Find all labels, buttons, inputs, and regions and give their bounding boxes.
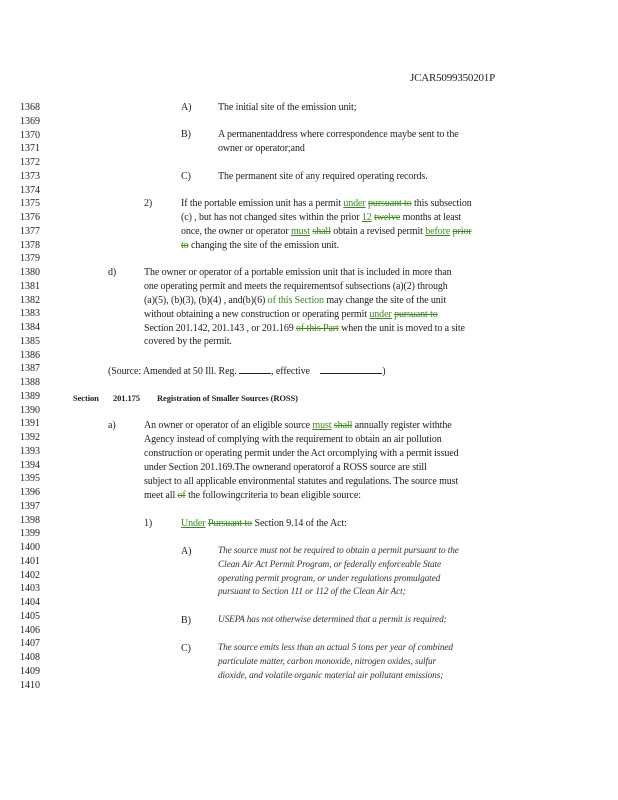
- item-label: a): [108, 420, 116, 431]
- line-number: 1402: [20, 569, 40, 581]
- text-line: to changing the site of the emission unit.: [181, 240, 340, 251]
- line-number: 1371: [20, 143, 40, 155]
- line-number: 1391: [20, 418, 40, 430]
- text-line: The initial site of the emission unit;: [218, 102, 357, 113]
- text-line: pursuant to Section 111 or 112 of the Clean Air Act;: [218, 587, 406, 597]
- document-id: JCAR5099350201P: [410, 72, 496, 84]
- text-line: The source must not be required to obtain a permit pursuant to the: [218, 546, 459, 556]
- line-number: 1377: [20, 225, 40, 237]
- text-line: (c) , but has not changed sites within the prior 12 twelve months at least: [181, 212, 462, 223]
- text-line: operating permit program, or under regulations promulgated: [218, 574, 441, 584]
- line-number: 1370: [20, 129, 40, 141]
- line-number: 1379: [20, 253, 40, 265]
- section-title: Registration of Smaller Sources (ROSS): [157, 393, 298, 403]
- text-line: A permanentaddress where correspondence maybe sent to the: [218, 129, 459, 140]
- line-number: 1372: [20, 157, 40, 168]
- text-line: (a)(5), (b)(3), (b)(4) , and(b)(6) of this Section may change the site of the unit: [144, 295, 446, 306]
- text-line: meet all of the followingcriteria to bean eligible source:: [144, 490, 361, 501]
- text-line: particulate matter, carbon monoxide, nitrogen oxides, sulfur: [218, 657, 437, 667]
- line-number: 1403: [20, 583, 40, 595]
- line-number: 1396: [20, 487, 40, 498]
- text-line: once, the owner or operator must shall obtain a revised permit before prior: [181, 226, 472, 237]
- line-number: 1401: [20, 555, 40, 567]
- text-line: Agency instead of complying with the requirement to obtain an air pollution: [144, 434, 442, 445]
- line-number: 1400: [20, 542, 40, 553]
- line-number: 1383: [20, 308, 40, 320]
- line-number: 1405: [20, 610, 40, 622]
- line-number: 1374: [20, 184, 40, 196]
- item-label: A): [181, 102, 192, 113]
- line-number: 1380: [20, 267, 40, 278]
- line-number: 1392: [20, 432, 40, 443]
- line-number: 1375: [20, 198, 40, 210]
- line-number: 1378: [20, 239, 40, 251]
- source-note: (Source: Amended at 50 Ill. Reg. , effective ): [108, 366, 386, 377]
- line-number: 1376: [20, 212, 40, 223]
- line-number: 1390: [20, 404, 40, 416]
- line-number: 1373: [20, 170, 40, 182]
- text-line: If the portable emission unit has a permit under pursuant to this subsection: [181, 198, 472, 209]
- line-number: 1369: [20, 115, 40, 127]
- text-line: covered by the permit.: [144, 336, 232, 347]
- line-number: 1408: [20, 652, 40, 663]
- line-number: 1397: [20, 500, 40, 512]
- text-line: Under Pursuant to Section 9.14 of the Act:: [181, 518, 347, 529]
- line-number: 1381: [20, 280, 40, 292]
- text-line: subject to all applicable environmental statutes and regulations. The source must: [144, 476, 459, 487]
- text-line: USEPA has not otherwise determined that a permit is required;: [218, 615, 447, 625]
- text-line: The source emits less than an actual 5 tons per year of combined: [218, 643, 453, 653]
- item-label: B): [181, 615, 191, 626]
- item-label: C): [181, 643, 191, 654]
- line-number: 1406: [20, 624, 40, 636]
- line-number: 1385: [20, 335, 40, 347]
- line-number: 1386: [20, 349, 40, 361]
- line-number: 1387: [20, 363, 40, 375]
- item-label: 1): [144, 518, 153, 529]
- line-number: 1410: [20, 679, 40, 691]
- text-line: dioxide, and volatile organic material air pollutant emissions;: [218, 671, 444, 681]
- text-line: Clean Air Act Permit Program, or federally enforceable State: [218, 560, 442, 570]
- line-number: 1394: [20, 459, 40, 471]
- text-line: Section 201.142, 201.143 , or 201.169 of this Part when the unit is moved to a site: [144, 323, 465, 334]
- text-line: An owner or operator of an eligible source must shall annually register withthe: [144, 420, 452, 431]
- text-line: under Section 201.169.The ownerand operatorof a ROSS source are still: [144, 462, 427, 473]
- line-number: 1389: [20, 390, 40, 402]
- line-number: 1382: [20, 294, 40, 306]
- section-number: 201.175: [113, 393, 140, 403]
- item-label: 2): [144, 198, 153, 209]
- text-line: owner or operator;and: [218, 143, 305, 154]
- item-label: C): [181, 171, 191, 182]
- line-number: 1398: [20, 514, 40, 526]
- line-number: 1395: [20, 473, 40, 485]
- item-label: A): [181, 546, 192, 557]
- line-number: 1407: [20, 638, 40, 650]
- section-word: Section: [73, 393, 99, 403]
- line-number: 1393: [20, 445, 40, 457]
- item-label: d): [108, 267, 117, 278]
- text-line: without obtaining a new construction or operating permit under pursuant to: [144, 309, 438, 320]
- line-number: 1384: [20, 322, 40, 333]
- line-number: 1368: [20, 102, 40, 113]
- text-line: one operating permit and meets the requirementsof subsections (a)(2) through: [144, 281, 448, 292]
- text-line: The owner or operator of a portable emission unit that is included in more than: [144, 267, 452, 278]
- item-label: B): [181, 129, 191, 140]
- line-number: 1399: [20, 528, 40, 540]
- line-number: 1404: [20, 597, 40, 608]
- text-line: The permanent site of any required operating records.: [218, 171, 428, 182]
- text-line: construction or operating permit under the Act orcomplying with a permit issued: [144, 448, 459, 459]
- line-number: 1388: [20, 377, 40, 388]
- line-number: 1409: [20, 665, 40, 677]
